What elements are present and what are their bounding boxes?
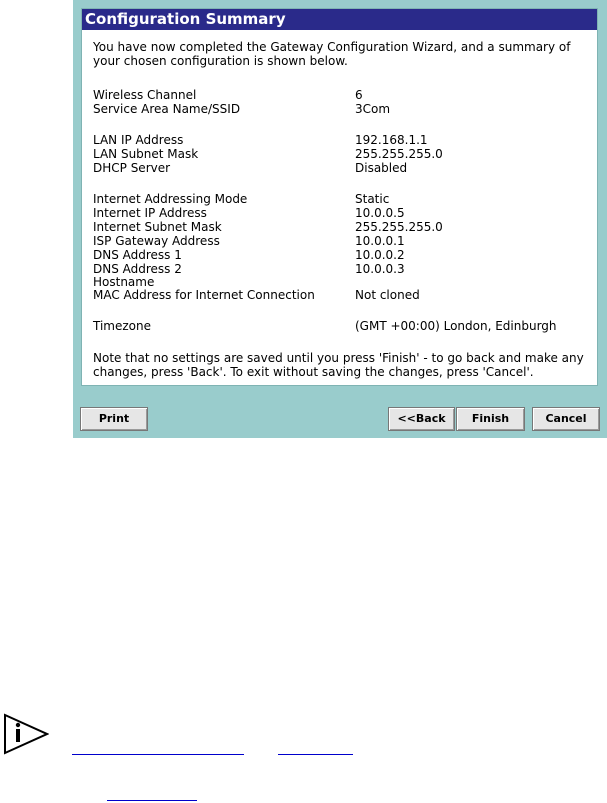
- finish-button[interactable]: Finish: [456, 407, 525, 431]
- summary-row-lan-ip: [93, 133, 588, 147]
- summary-row-dns-2: [93, 262, 588, 276]
- back-button[interactable]: <<Back: [388, 407, 455, 431]
- cross-reference-link-2[interactable]: [278, 754, 353, 755]
- summary-row-ssid: [93, 102, 588, 116]
- row-label: DHCP Server: [93, 161, 171, 175]
- row-label: ISP Gateway Address: [93, 234, 220, 248]
- row-label: MAC Address for Internet Connection: [93, 288, 315, 302]
- row-value: 10.0.0.3: [355, 262, 405, 276]
- intro-text: You have now completed the Gateway Configuration Wizard, and a summary of your chosen configuration is shown below.: [93, 40, 571, 68]
- row-label: Wireless Channel: [93, 88, 197, 102]
- summary-row-dhcp: [93, 161, 588, 175]
- row-label: DNS Address 1: [93, 248, 182, 262]
- summary-row-internet-ip: [93, 206, 588, 220]
- summary-row-timezone: [93, 319, 588, 333]
- wizard-frame: [73, 0, 607, 438]
- row-value: Not cloned: [355, 288, 420, 302]
- row-value: 10.0.0.5: [355, 206, 405, 220]
- row-label: Service Area Name/SSID: [93, 102, 241, 116]
- summary-row-addressing-mode: [93, 192, 588, 206]
- row-value: Disabled: [355, 161, 408, 175]
- save-note: Note that no settings are saved until you press 'Finish' - to go back and make any changes, press 'Back'. To exit without saving the changes, press 'Cancel'.: [93, 351, 584, 379]
- print-button[interactable]: Print: [80, 407, 148, 431]
- cross-reference-link-1[interactable]: [72, 754, 244, 755]
- summary-row-hostname: [93, 275, 588, 289]
- summary-row-mac-address: [93, 288, 588, 302]
- row-label: Hostname: [93, 275, 155, 289]
- summary-row-wireless-channel: [93, 88, 588, 102]
- row-label: LAN IP Address: [93, 133, 184, 147]
- row-label: Timezone: [93, 319, 151, 333]
- row-value: 255.255.255.0: [355, 220, 443, 234]
- row-value: Static: [355, 192, 390, 206]
- row-value: 3Com: [355, 102, 391, 116]
- dialog-title: Configuration Summary: [82, 9, 597, 30]
- row-label: Internet Addressing Mode: [93, 192, 248, 206]
- row-value: 10.0.0.2: [355, 248, 405, 262]
- row-value: 6: [355, 88, 363, 102]
- row-value: 255.255.255.0: [355, 147, 443, 161]
- cross-reference-link-3[interactable]: [107, 800, 197, 801]
- row-label: Internet IP Address: [93, 206, 207, 220]
- row-value: (GMT +00:00) London, Edinburgh: [355, 319, 557, 333]
- summary-row-lan-subnet: [93, 147, 588, 161]
- summary-panel: [81, 8, 598, 386]
- summary-row-internet-subnet: [93, 220, 588, 234]
- row-label: Internet Subnet Mask: [93, 220, 222, 234]
- summary-row-isp-gateway: [93, 234, 588, 248]
- cancel-button[interactable]: Cancel: [532, 407, 600, 431]
- row-label: LAN Subnet Mask: [93, 147, 199, 161]
- row-label: DNS Address 2: [93, 262, 182, 276]
- row-value: 10.0.0.1: [355, 234, 405, 248]
- info-icon: [3, 713, 49, 755]
- row-value: 192.168.1.1: [355, 133, 428, 147]
- summary-row-dns-1: [93, 248, 588, 262]
